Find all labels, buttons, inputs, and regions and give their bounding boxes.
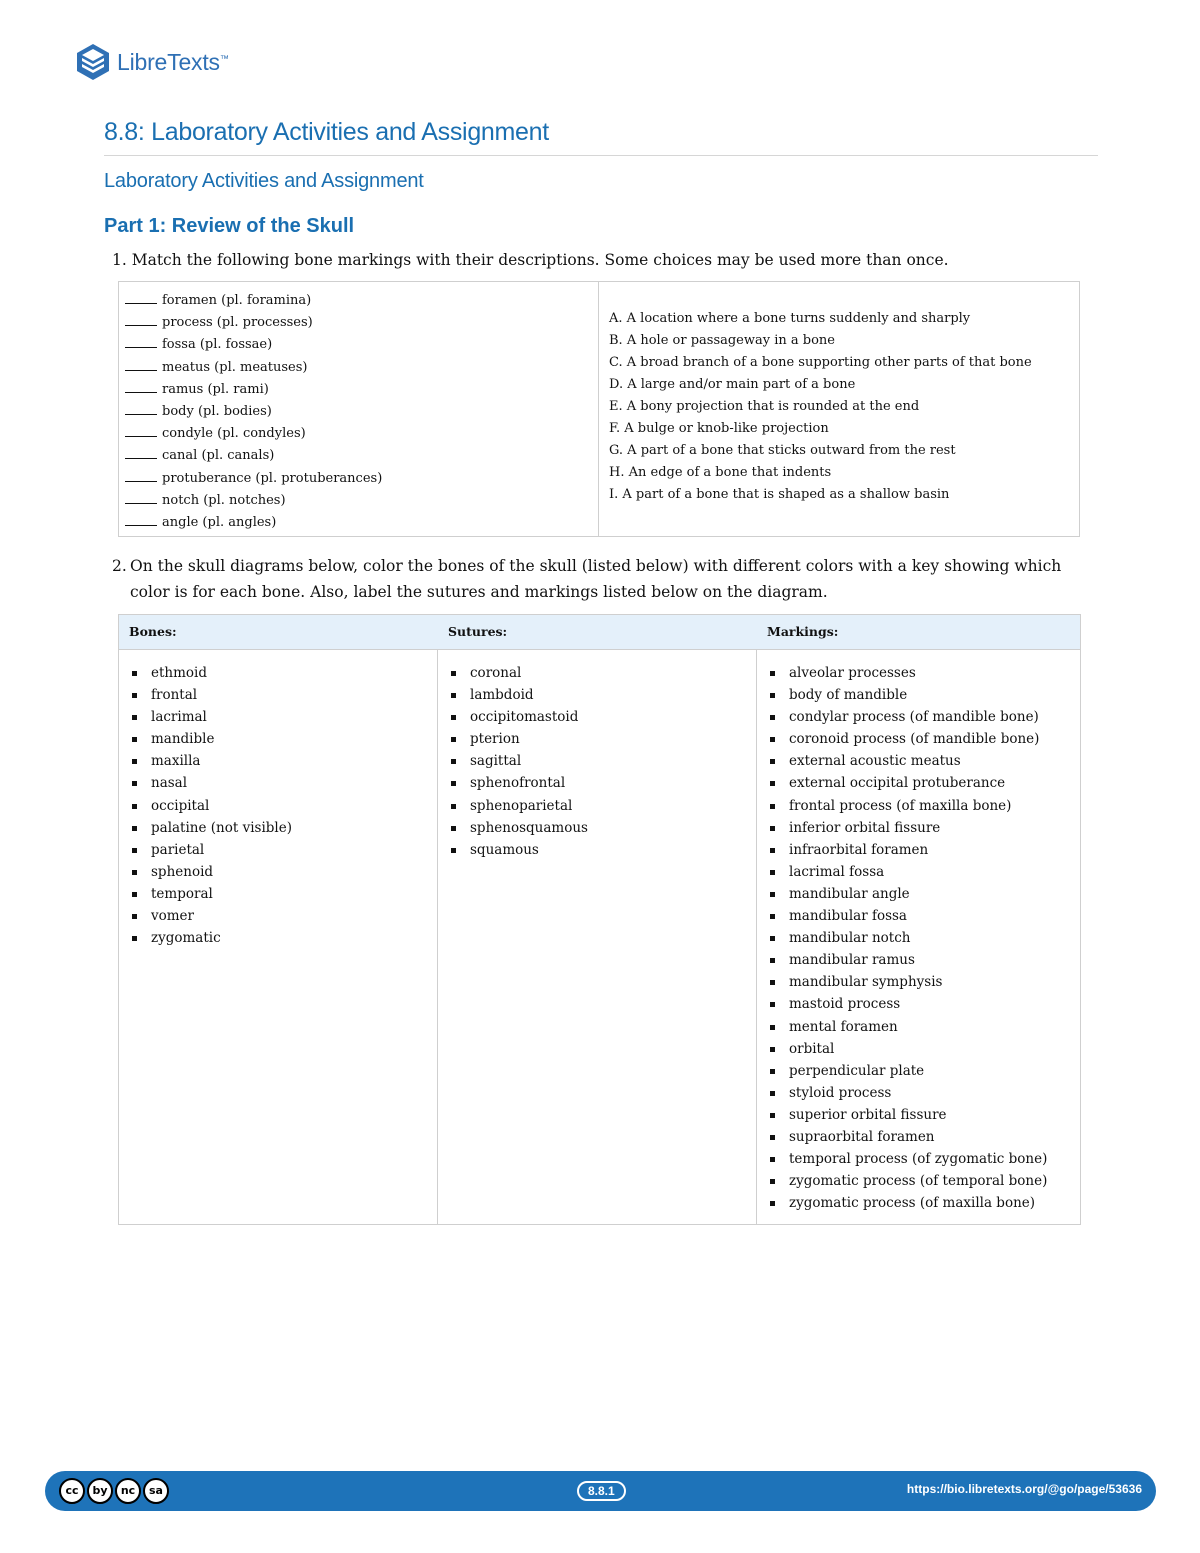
list-item: frontal process (of maxilla bone) bbox=[767, 795, 1080, 817]
part-title: Part 1: Review of the Skull bbox=[104, 215, 355, 237]
list-item: occipitomastoid bbox=[448, 706, 756, 728]
answer-blank[interactable] bbox=[125, 446, 157, 459]
description-item: C. A broad branch of a bone supporting other parts of that bone bbox=[609, 355, 1032, 370]
list-item: lacrimal bbox=[129, 706, 437, 728]
answer-blank[interactable] bbox=[125, 402, 157, 415]
answer-blank[interactable] bbox=[125, 380, 157, 393]
list-item: squamous bbox=[448, 839, 756, 861]
term-row: ramus (pl. rami) bbox=[125, 379, 598, 401]
list-item: temporal bbox=[129, 883, 437, 905]
term-row: process (pl. processes) bbox=[125, 312, 598, 334]
answer-blank[interactable] bbox=[125, 313, 157, 326]
list-item: frontal bbox=[129, 684, 437, 706]
page-footer bbox=[45, 1471, 1156, 1511]
list-item: styloid process bbox=[767, 1082, 1080, 1104]
terms-column bbox=[119, 282, 599, 536]
answer-blank[interactable] bbox=[125, 424, 157, 437]
description-item: E. A bony projection that is rounded at the end bbox=[609, 399, 920, 414]
bones-cell bbox=[119, 650, 438, 1224]
answer-blank[interactable] bbox=[125, 291, 157, 304]
list-item: mandibular ramus bbox=[767, 949, 1080, 971]
list-item: condylar process (of mandible bone) bbox=[767, 706, 1080, 728]
list-item: vomer bbox=[129, 905, 437, 927]
term-row: fossa (pl. fossae) bbox=[125, 334, 598, 356]
page-title: 8.8: Laboratory Activities and Assignment bbox=[104, 118, 549, 146]
bones-list bbox=[119, 650, 437, 949]
list-item: zygomatic bbox=[129, 927, 437, 949]
descriptions-column bbox=[599, 282, 1079, 536]
license-badge[interactable] bbox=[59, 1478, 169, 1504]
section-subtitle: Laboratory Activities and Assignment bbox=[104, 170, 424, 192]
sutures-list bbox=[438, 650, 756, 861]
answer-blank[interactable] bbox=[125, 358, 157, 371]
description-item: G. A part of a bone that sticks outward from the rest bbox=[609, 443, 956, 458]
question-1: 1. Match the following bone markings with their descriptions. Some choices may be used more than once. bbox=[112, 251, 949, 269]
list-item: zygomatic process (of maxilla bone) bbox=[767, 1192, 1080, 1214]
term-row: condyle (pl. condyles) bbox=[125, 423, 598, 445]
description-item: D. A large and/or main part of a bone bbox=[609, 377, 856, 392]
sharealike-icon: sa bbox=[143, 1478, 169, 1504]
sutures-cell bbox=[438, 650, 757, 1224]
list-item: sphenoparietal bbox=[448, 795, 756, 817]
question-2 bbox=[112, 553, 1092, 605]
list-item: perpendicular plate bbox=[767, 1060, 1080, 1082]
matching-table bbox=[118, 281, 1080, 537]
description-item: F. A bulge or knob-like projection bbox=[609, 421, 829, 436]
answer-blank[interactable] bbox=[125, 469, 157, 482]
list-item: mastoid process bbox=[767, 993, 1080, 1015]
question-2-text: On the skull diagrams below, color the bones of the skull (listed below) with different colors with a key showing which color is for each bone. Also, label the sutures and markings listed below on the diagram. bbox=[130, 557, 1062, 601]
list-item: maxilla bbox=[129, 750, 437, 772]
description-item: I. A part of a bone that is shaped as a shallow basin bbox=[609, 487, 950, 502]
list-item: superior orbital fissure bbox=[767, 1104, 1080, 1126]
answer-blank[interactable] bbox=[125, 491, 157, 504]
noncommercial-icon: nc bbox=[115, 1478, 141, 1504]
markings-cell bbox=[757, 650, 1080, 1224]
list-item: sphenosquamous bbox=[448, 817, 756, 839]
page-number: 8.8.1 bbox=[577, 1481, 626, 1501]
description-item: A. A location where a bone turns suddenly and sharply bbox=[609, 311, 971, 326]
table-header-row bbox=[119, 615, 1080, 650]
description-item: H. An edge of a bone that indents bbox=[609, 465, 832, 480]
table-body-row bbox=[119, 650, 1080, 1224]
term-row: foramen (pl. foramina) bbox=[125, 290, 598, 312]
list-item: nasal bbox=[129, 772, 437, 794]
list-item: zygomatic process (of temporal bone) bbox=[767, 1170, 1080, 1192]
cc-icon: cc bbox=[59, 1478, 85, 1504]
term-row: body (pl. bodies) bbox=[125, 401, 598, 423]
list-item: mandibular symphysis bbox=[767, 971, 1080, 993]
term-row: notch (pl. notches) bbox=[125, 490, 598, 512]
list-item: alveolar processes bbox=[767, 662, 1080, 684]
list-item: coronoid process (of mandible bone) bbox=[767, 728, 1080, 750]
list-item: ethmoid bbox=[129, 662, 437, 684]
libretexts-cube-icon bbox=[73, 42, 113, 82]
header-markings: Markings: bbox=[767, 624, 839, 639]
term-row: protuberance (pl. protuberances) bbox=[125, 468, 598, 490]
list-item: mandibular notch bbox=[767, 927, 1080, 949]
list-item: coronal bbox=[448, 662, 756, 684]
attribution-icon: by bbox=[87, 1478, 113, 1504]
list-item: external acoustic meatus bbox=[767, 750, 1080, 772]
description-item: B. A hole or passageway in a bone bbox=[609, 333, 835, 348]
list-item: external occipital protuberance bbox=[767, 772, 1080, 794]
list-item: mandibular angle bbox=[767, 883, 1080, 905]
title-divider bbox=[104, 155, 1098, 156]
skull-lists-table bbox=[118, 614, 1081, 1225]
page-url-link[interactable]: https://bio.libretexts.org/@go/page/53636 bbox=[906, 1482, 1142, 1496]
list-item: body of mandible bbox=[767, 684, 1080, 706]
question-2-number: 2. bbox=[112, 557, 127, 575]
libretexts-logo[interactable] bbox=[73, 42, 229, 82]
list-item: mandibular fossa bbox=[767, 905, 1080, 927]
list-item: sphenoid bbox=[129, 861, 437, 883]
list-item: palatine (not visible) bbox=[129, 817, 437, 839]
list-item: inferior orbital fissure bbox=[767, 817, 1080, 839]
list-item: mental foramen bbox=[767, 1016, 1080, 1038]
list-item: occipital bbox=[129, 795, 437, 817]
list-item: lacrimal fossa bbox=[767, 861, 1080, 883]
term-row: canal (pl. canals) bbox=[125, 445, 598, 467]
list-item: parietal bbox=[129, 839, 437, 861]
list-item: lambdoid bbox=[448, 684, 756, 706]
list-item: temporal process (of zygomatic bone) bbox=[767, 1148, 1080, 1170]
list-item: sphenofrontal bbox=[448, 772, 756, 794]
header-sutures: Sutures: bbox=[448, 624, 508, 639]
list-item: orbital bbox=[767, 1038, 1080, 1060]
term-row: angle (pl. angles) bbox=[125, 512, 598, 534]
logo-text: LibreTexts™ bbox=[117, 48, 229, 75]
list-item: supraorbital foramen bbox=[767, 1126, 1080, 1148]
answer-blank[interactable] bbox=[125, 513, 157, 526]
list-item: infraorbital foramen bbox=[767, 839, 1080, 861]
list-item: pterion bbox=[448, 728, 756, 750]
markings-list bbox=[757, 650, 1080, 1214]
header-bones: Bones: bbox=[129, 624, 177, 639]
term-row: meatus (pl. meatuses) bbox=[125, 357, 598, 379]
list-item: sagittal bbox=[448, 750, 756, 772]
answer-blank[interactable] bbox=[125, 335, 157, 348]
list-item: mandible bbox=[129, 728, 437, 750]
